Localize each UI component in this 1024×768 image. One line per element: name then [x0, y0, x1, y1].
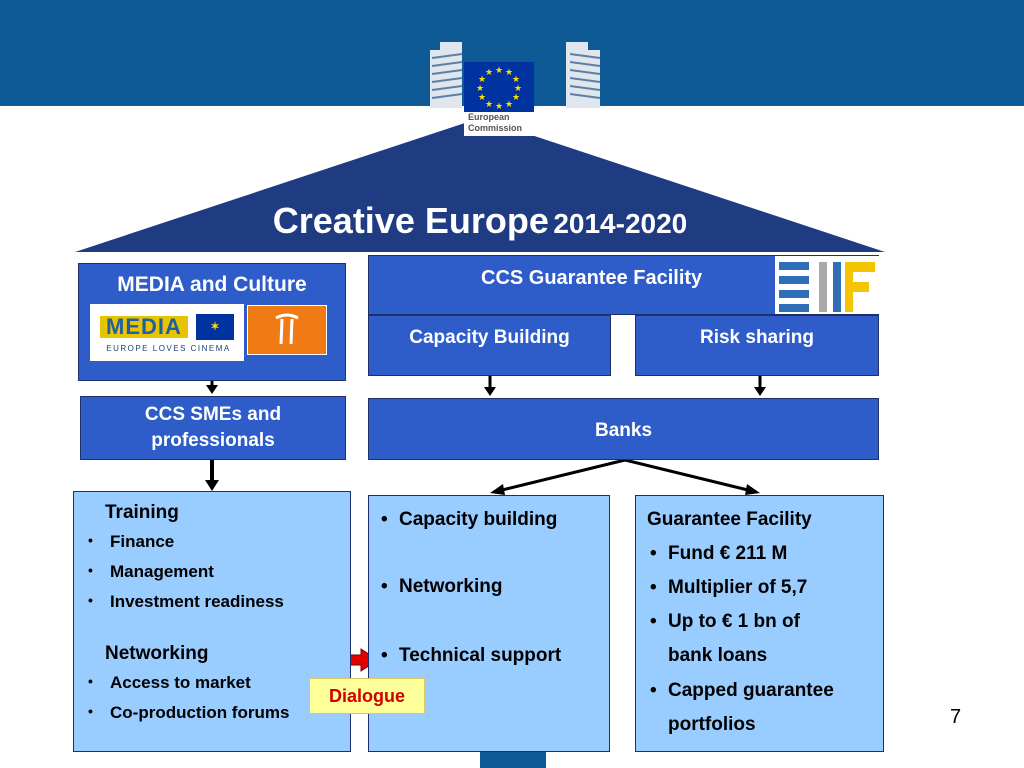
capacity-building-title: Capacity Building [409, 327, 570, 348]
training-item-finance: • Finance [88, 532, 175, 551]
eu-flag-icon: ✶ [196, 314, 234, 340]
svg-text:★: ★ [511, 93, 521, 103]
guarantee-item-fund: • Fund € 211 M [650, 543, 788, 564]
bullet-icon: • [88, 703, 93, 719]
training-heading: Training [105, 502, 179, 523]
bullet-icon: • [88, 532, 93, 548]
networking-item-market: • Access to market [88, 673, 251, 692]
svg-text:★: ★ [484, 68, 494, 78]
middle-item-networking: • Networking [381, 576, 503, 597]
bullet-icon: • [381, 509, 388, 530]
logo-text-2: Commission [468, 123, 523, 133]
guarantee-item-capped: • Capped guarantee [650, 680, 834, 701]
svg-text:★: ★ [504, 100, 514, 110]
svg-text:★: ★ [477, 93, 487, 103]
middle-item-capacity: • Capacity building [381, 509, 558, 530]
smes-line1: CCS SMEs and [144, 404, 282, 425]
bottom-strip [480, 752, 546, 768]
guarantee-item-loans-cont: bank loans [668, 645, 768, 666]
guarantee-item-capped-cont: portfolios [668, 714, 756, 735]
networking-item-forums: • Co-production forums [88, 703, 290, 722]
bullet-icon: • [88, 673, 93, 689]
roof-title [160, 200, 800, 242]
guarantee-heading: Guarantee Facility [647, 509, 812, 530]
bullet-icon: • [650, 543, 657, 564]
bullet-icon: • [381, 645, 388, 666]
media-culture-box [78, 263, 346, 381]
networking-heading: Networking [105, 643, 209, 664]
logo-text-1: European [468, 112, 510, 122]
arrow-risk-to-banks [754, 376, 766, 396]
roof-title-years: 2014-2020 [553, 208, 688, 239]
media-logo [90, 304, 244, 361]
banks-box [368, 398, 879, 460]
banks-title: Banks [594, 420, 653, 441]
eif-logo [775, 256, 879, 314]
training-item-management: • Management [88, 562, 214, 581]
guarantee-item-loans: • Up to € 1 bn of [650, 611, 800, 632]
bullet-icon: • [650, 611, 657, 632]
dialogue-label: Dialogue [309, 678, 425, 714]
arrow-smes-to-training [205, 460, 219, 491]
middle-item-technical: • Technical support [381, 645, 562, 666]
risk-sharing-box [635, 315, 879, 376]
svg-text:★: ★ [504, 68, 514, 78]
bullet-icon: • [88, 562, 93, 578]
guarantee-item-multiplier: • Multiplier of 5,7 [650, 577, 808, 598]
arrow-capacity-to-banks [484, 376, 496, 396]
media-logo-tagline: EUROPE LOVES CINEMA [106, 344, 231, 353]
culture-logo-icon [247, 305, 327, 355]
svg-text:★: ★ [477, 75, 487, 85]
right-panel [635, 495, 884, 752]
svg-text:★: ★ [513, 84, 523, 94]
svg-text:★: ★ [494, 66, 504, 76]
smes-box [80, 396, 346, 460]
training-item-investment: • Investment readiness [88, 592, 284, 611]
risk-sharing-title: Risk sharing [699, 327, 815, 348]
bullet-icon: • [650, 680, 657, 701]
svg-text:★: ★ [484, 100, 494, 110]
svg-text:★: ★ [475, 84, 485, 94]
arrow-banks-split [490, 460, 760, 495]
bullet-icon: • [650, 577, 657, 598]
capacity-building-box [368, 315, 611, 376]
media-culture-title: MEDIA and Culture [117, 273, 307, 296]
roof-title-main: Creative Europe [272, 200, 549, 241]
smes-line2: professionals [151, 430, 275, 451]
page-number: 7 [950, 706, 962, 728]
media-logo-word: MEDIA [100, 316, 188, 338]
bullet-icon: • [381, 576, 388, 597]
ccs-guarantee-title: CCS Guarantee Facility [481, 267, 703, 289]
svg-text:★: ★ [511, 75, 521, 85]
svg-text:★: ★ [494, 102, 504, 112]
bullet-icon: • [88, 592, 93, 608]
european-commission-logo [430, 28, 602, 136]
ccs-guarantee-box [368, 255, 879, 315]
